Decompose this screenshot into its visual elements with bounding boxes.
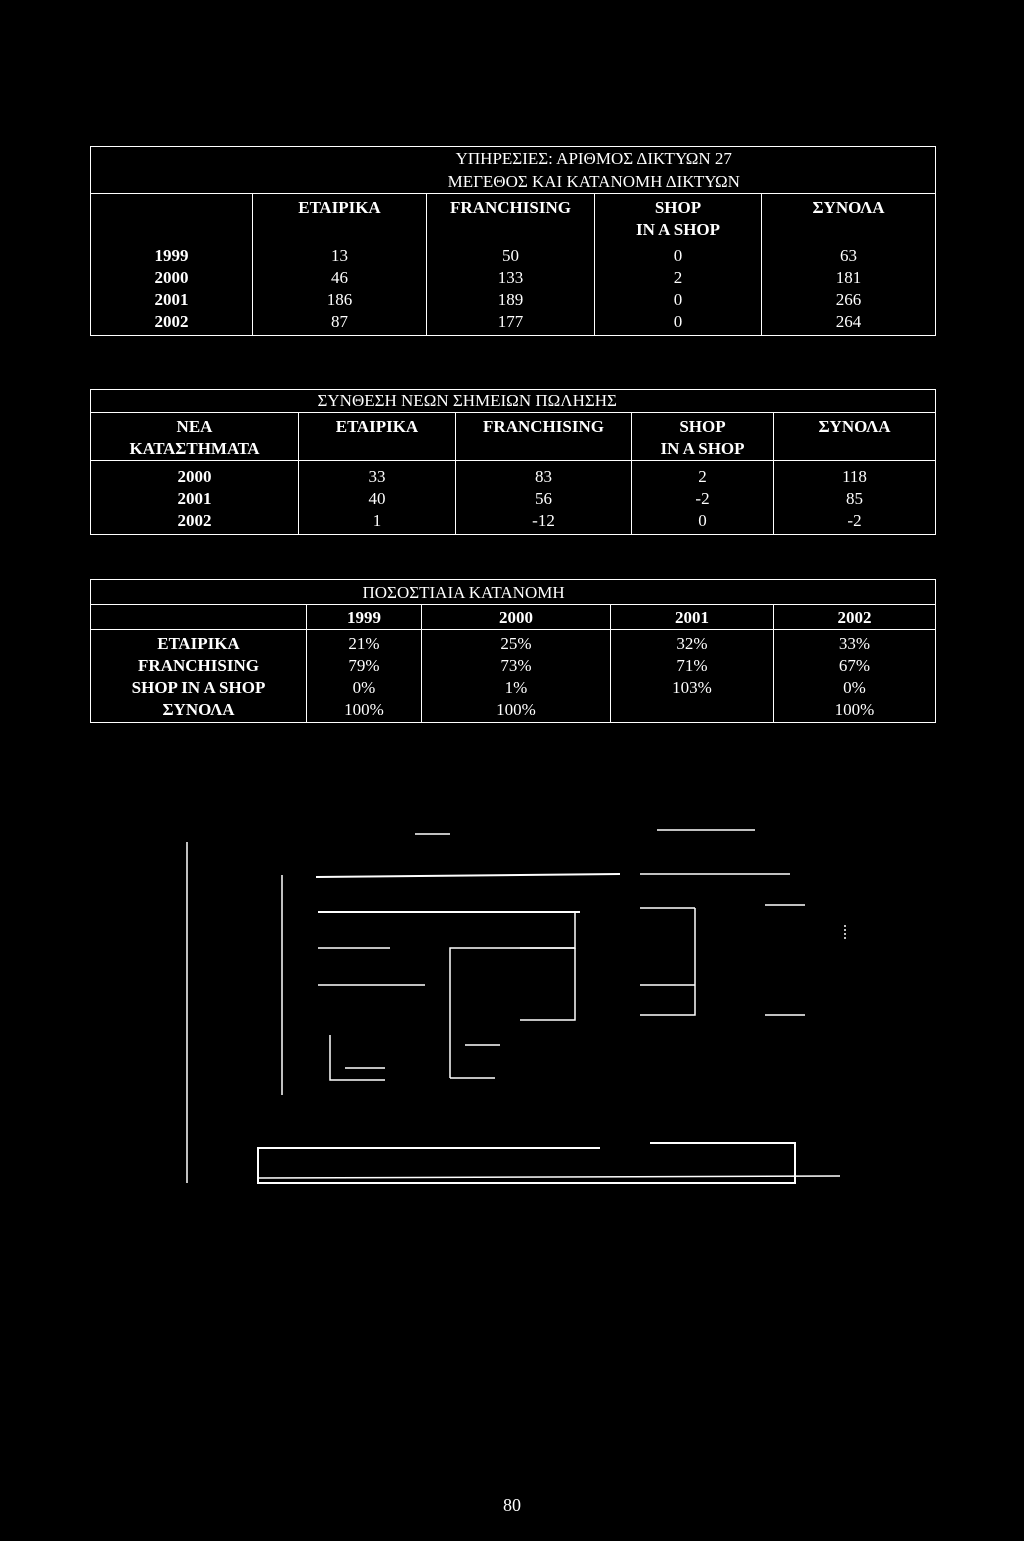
row-label: 2002 (177, 511, 212, 530)
table-cell: 0 (595, 289, 762, 311)
table-title: ΣΥΝΘΕΣΗ ΝΕΩΝ ΣΗΜΕΙΩΝ ΠΩΛΗΣΗΣ (299, 390, 936, 413)
header-line: ΝΕΑ (176, 417, 213, 436)
table-cell: 73% (422, 655, 611, 677)
table-cell: -12 (456, 510, 632, 535)
header-line: IN A SHOP (660, 439, 745, 458)
header-cell: ΣΥΝΟΛΑ (762, 194, 936, 242)
row-label: 2002 (154, 312, 189, 331)
table-cell: 186 (253, 289, 427, 311)
row-label: 2000 (154, 268, 189, 287)
table-cell: 0 (632, 510, 774, 535)
table-cell: 13 (253, 241, 427, 267)
table-cell: 0% (774, 677, 936, 699)
row-label: 2001 (177, 489, 212, 508)
table-cell: 1% (422, 677, 611, 699)
table-cell: 189 (427, 289, 595, 311)
table-cell: 181 (762, 267, 936, 289)
table-cell: 32% (611, 630, 774, 656)
table-cell: 264 (762, 311, 936, 336)
header-line: ΚΑΤΑΣΤΗΜΑΤΑ (129, 439, 260, 458)
header-cell: 2001 (611, 605, 774, 630)
table-cell: 85 (774, 488, 936, 510)
table-cell: 25% (422, 630, 611, 656)
table-cell: -2 (632, 488, 774, 510)
row-label: 2001 (154, 290, 189, 309)
table-cell: 56 (456, 488, 632, 510)
table-cell: 79% (307, 655, 422, 677)
row-label: SHOP IN A SHOP (131, 678, 266, 697)
table-cell: 63 (762, 241, 936, 267)
header-cell: FRANCHISING (427, 194, 595, 242)
table-subtitle: ΜΕΓΕΘΟΣ ΚΑΙ ΚΑΤΑΝΟΜΗ ΔΙΚΤΥΩΝ (447, 172, 740, 191)
header-cell: ΕΤΑΙΡΙΚΑ (253, 194, 427, 242)
table-cell: 40 (299, 488, 456, 510)
table-cell: 100% (774, 699, 936, 723)
table-cell: 87 (253, 311, 427, 336)
row-label: ΣΥΝΟΛΑ (162, 700, 235, 719)
header-cell: 2000 (422, 605, 611, 630)
table-cell: 0% (307, 677, 422, 699)
table-cell: 2 (632, 461, 774, 489)
table-title: ΥΠΗΡΕΣΙΕΣ: ΑΡΙΘΜΟΣ ΔΙΚΤΥΩΝ 27 (455, 149, 732, 168)
header-cell: 2002 (774, 605, 936, 630)
table-cell: 266 (762, 289, 936, 311)
table-cell: 0 (595, 311, 762, 336)
table-cell: 118 (774, 461, 936, 489)
table-cell: 21% (307, 630, 422, 656)
table-cell: 83 (456, 461, 632, 489)
row-label: 1999 (154, 246, 189, 265)
table-title: ΠΟΣΟΣΤΙΑΙΑ ΚΑΤΑΝΟΜΗ (307, 580, 936, 605)
table-cell: 1 (299, 510, 456, 535)
table-cell: 33 (299, 461, 456, 489)
header-cell: ΕΤΑΙΡΙΚΑ (299, 413, 456, 461)
table-cell: 67% (774, 655, 936, 677)
table-cell: 2 (595, 267, 762, 289)
header-line: IN A SHOP (635, 220, 721, 239)
table-cell: 33% (774, 630, 936, 656)
table-cell: 71% (611, 655, 774, 677)
table-cell: 133 (427, 267, 595, 289)
row-label: FRANCHISING (138, 656, 259, 675)
table-cell: 100% (422, 699, 611, 723)
header-line: SHOP (679, 417, 726, 436)
table-cell: 103% (611, 677, 774, 699)
row-label: ΕΤΑΙΡΙΚΑ (91, 630, 307, 656)
table-cell: 50 (427, 241, 595, 267)
page-number: 80 (503, 1495, 521, 1515)
header-line: SHOP (654, 198, 702, 217)
table-cell: 177 (427, 311, 595, 336)
header-cell: 1999 (307, 605, 422, 630)
row-label: 2000 (91, 461, 299, 489)
header-cell: ΣΥΝΟΛΑ (774, 413, 936, 461)
table-cell: 46 (253, 267, 427, 289)
table-cell: 0 (595, 241, 762, 267)
table-cell: 100% (307, 699, 422, 723)
table-cell: -2 (774, 510, 936, 535)
header-cell: FRANCHISING (456, 413, 632, 461)
